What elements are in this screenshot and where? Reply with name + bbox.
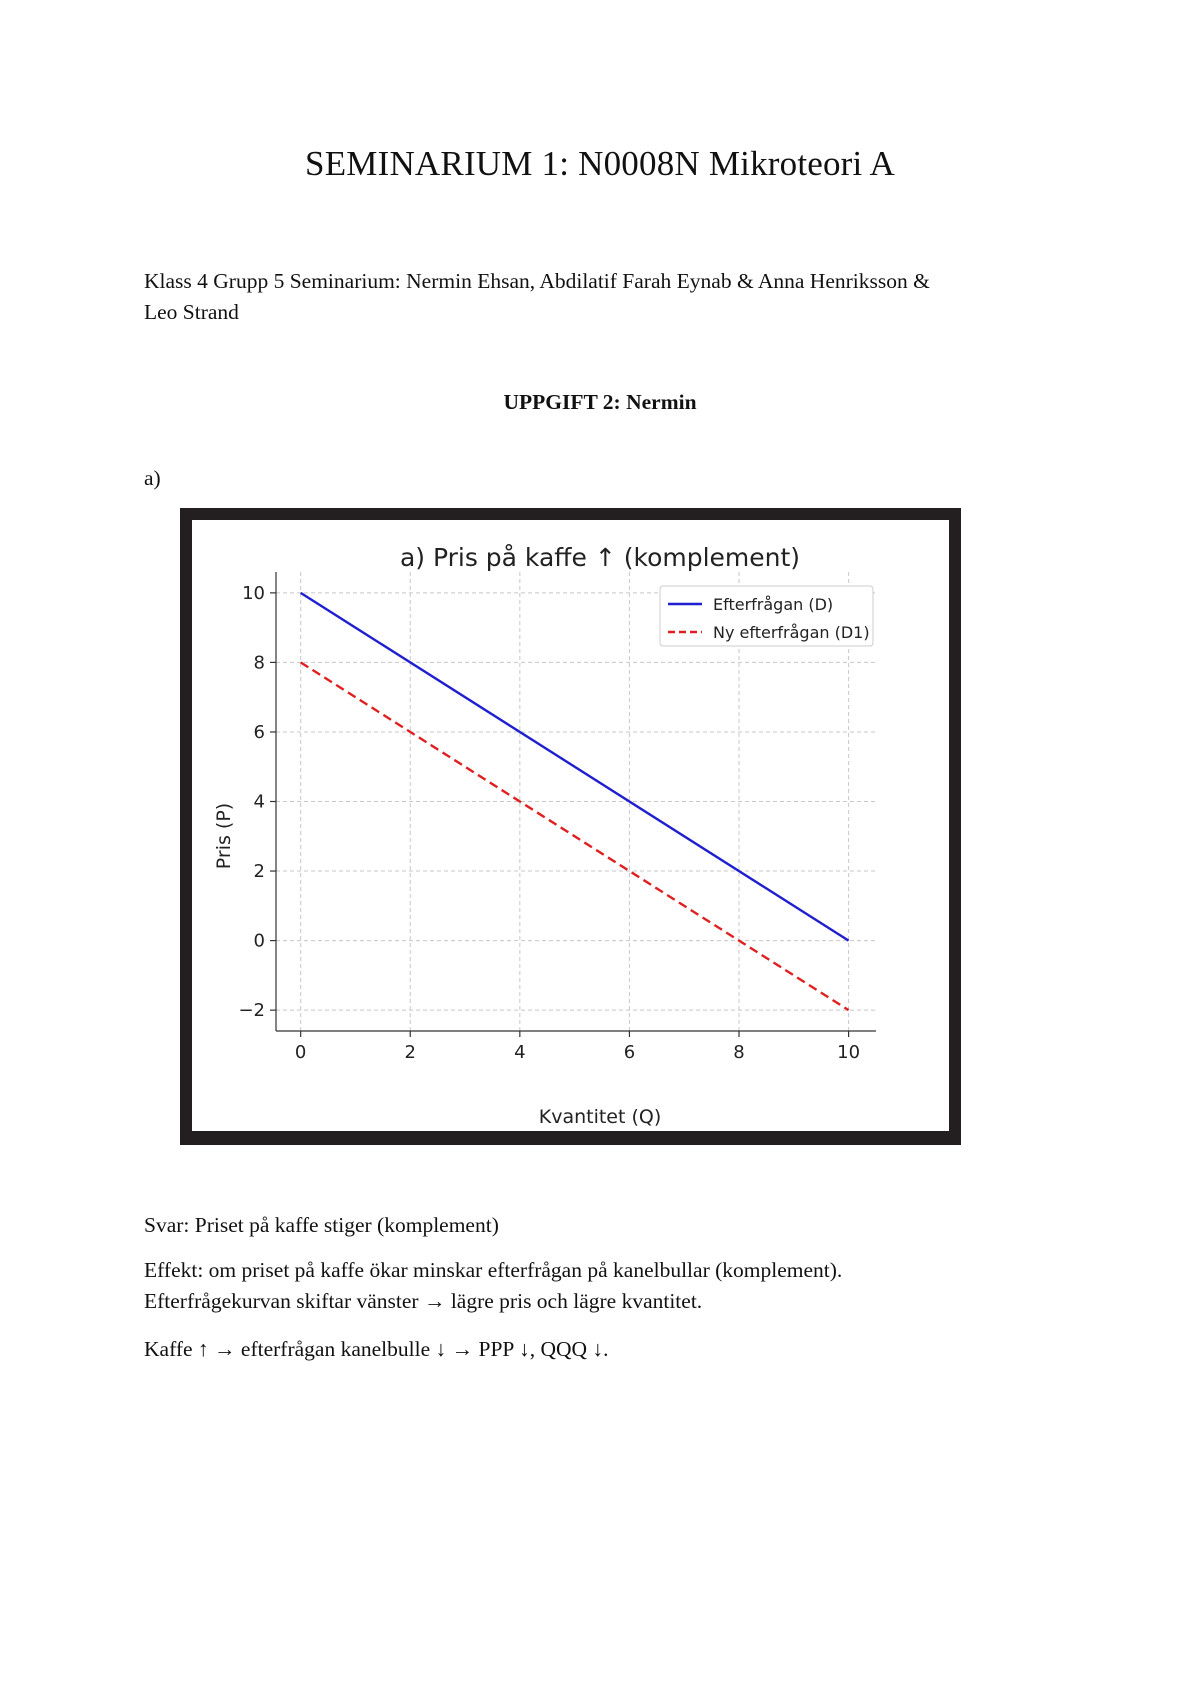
legend-label-1: Efterfrågan (D) (713, 595, 834, 614)
authors-line-2: Leo Strand (144, 300, 239, 324)
x-tick-label: 4 (514, 1042, 526, 1063)
x-tick-label: 2 (404, 1042, 416, 1063)
y-tick-label: 4 (253, 791, 265, 813)
y-tick-label: −2 (238, 1000, 265, 1022)
x-tick-label: 8 (733, 1042, 745, 1063)
section-heading: UPPGIFT 2: Nermin (503, 390, 697, 414)
part-label: a) (144, 466, 161, 490)
chart-canvas (192, 520, 949, 1131)
effect-line-2: Efterfrågekurvan skiftar vänster → lägre pris och lägre kvantitet. (144, 1289, 703, 1313)
y-tick-label: 6 (253, 721, 265, 743)
document-title: SEMINARIUM 1: N0008N Mikroteori A (305, 144, 895, 183)
y-axis-label: Pris (P) (213, 802, 235, 870)
y-tick-label: 8 (253, 652, 265, 674)
x-axis-label: Kvantitet (Q) (538, 1106, 662, 1128)
chart-figure (180, 508, 961, 1145)
authors-line-1: Klass 4 Grupp 5 Seminarium: Nermin Ehsan, Abdilatif Farah Eynab & Anna Henriksson & (144, 269, 930, 293)
y-tick-label: 0 (253, 930, 265, 952)
authors (144, 266, 1044, 328)
series-line-2 (301, 662, 849, 1010)
effect-paragraph (144, 1255, 1104, 1317)
legend (660, 586, 873, 646)
y-tick-label: 10 (242, 582, 265, 604)
summary-text: Kaffe ↑ → efterfrågan kanelbulle ↓ → PPP ↓, QQQ ↓. (144, 1337, 609, 1361)
x-tick-label: 10 (837, 1042, 861, 1063)
x-tick-label: 0 (294, 1042, 307, 1063)
chart-svg (192, 520, 949, 1131)
legend-label-2: Ny efterfrågan (D1) (713, 623, 870, 642)
answer-text: Svar: Priset på kaffe stiger (komplement) (144, 1213, 499, 1237)
effect-line-1: Effekt: om priset på kaffe ökar minskar efterfrågan på kanelbullar (komplement). (144, 1258, 843, 1282)
x-tick-label: 6 (623, 1042, 636, 1063)
chart-title: a) Pris på kaffe ↑ (komplement) (399, 543, 801, 572)
y-tick-label: 2 (253, 861, 265, 883)
